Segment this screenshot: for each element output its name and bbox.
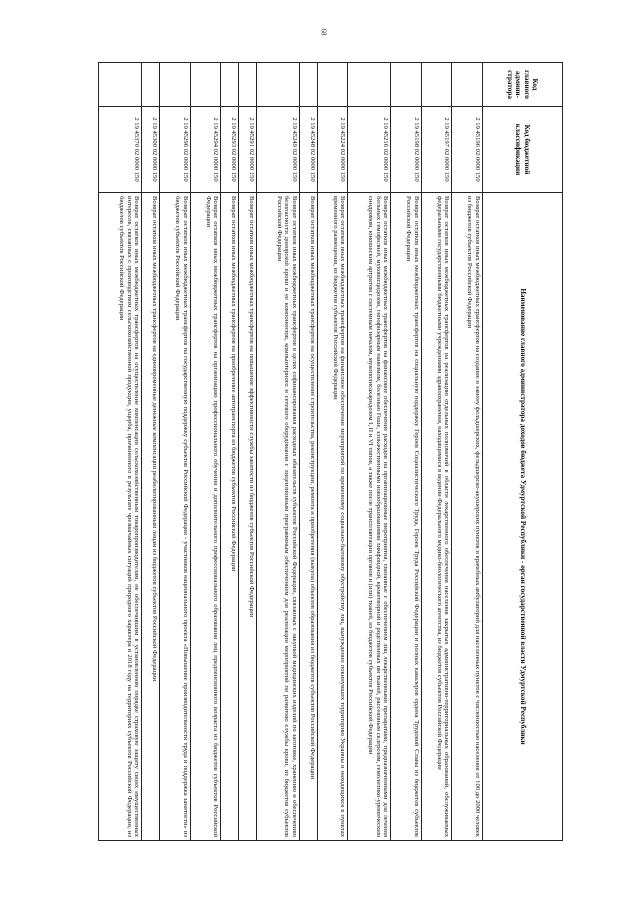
page-number-text: 68 [319, 28, 327, 36]
table-row [452, 63, 483, 841]
description-cell: Возврат остатков иных межбюджетных трансфертов на организацию профессионального обучения и дополнительного профессионального образования лиц предпенсионного возраста из бюджетов субъектов Российской Федерации [190, 193, 221, 841]
table-row [348, 63, 391, 841]
budget-code-cell: 2 19 45296 02 0000 150 [160, 107, 191, 193]
budget-code-cell: 2 19 45196 02 0000 150 [452, 107, 483, 193]
budget-code-cell: 2 19 45293 02 0000 150 [221, 107, 239, 193]
admin-code-cell [238, 63, 256, 107]
admin-code-cell [190, 63, 221, 107]
budget-code-cell: 2 19 45291 02 0000 150 [238, 107, 256, 193]
table-row [421, 63, 452, 841]
table-row [190, 63, 221, 841]
admin-code-cell [317, 63, 348, 107]
description-cell: Возврат остатков иных межбюджетных трансфертов на осуществление строительства, реконструкции, ремонта и приобретения (выкупа) объектов образования из бюджетов субъектов Российской Федерации [299, 193, 317, 841]
description-cell: Возврат остатков иных межбюджетных трансфертов на осуществление компенсации сельскохозяйственным товаропроизводителям, не обеспечившим в установленном порядке страховую защиту своих имущественных интересов, связанных с производством сельскохозяйственной продукции, ущерба, причиненного в результате чрезвычайных ситуаций природного характера в 2018 году на территориях субъектов Российской Федерации, из бюджетов субъектов Российской Федерации [99, 193, 142, 841]
table-row [99, 63, 142, 841]
admin-code-cell [391, 63, 422, 107]
description-cell: Возврат остатков иных межбюджетных трансфертов на финансовое обеспечение расходов на организационные мероприятия, связанные с обеспечением лиц лекарственными препаратами, предназначенными для лечения больных гемофилией, муковисцидозом, гипофизарным нанизмом, болезнью Гоше, злокачественными новообразованиями лимфоидной, кроветворной и родственных им тканей, рассеянным склерозом, гемолитико-уремическим синдромом, юношеским артритом с системным началом, мукополисахаридозом I, II и VI типов, а также после трансплантации органов и (или) тканей, из бюджетов субъектов Российской Федерации [348, 193, 391, 841]
table-row [391, 63, 422, 841]
page-number [318, 28, 328, 36]
description-cell: Возврат остатков иных межбюджетных трансфертов на приобретение автотранспорта из бюджетов субъектов Российской Федерации [221, 193, 239, 841]
admin-code-cell [99, 63, 142, 107]
description-cell: Возврат остатков иных межбюджетных трансфертов на социальную поддержку Героев Социалистического Труда, Героев Труда Российской Федерации и полных кавалеров ордена Трудовой Славы из бюджетов субъектов Российской Федерации [391, 193, 422, 841]
admin-code-cell [160, 63, 191, 107]
table-row [142, 63, 160, 841]
description-cell: Возврат остатков иных межбюджетных трансфертов на финансовое обеспечение мероприятий по временному социально-бытовому обустройству лиц, вынужденно покинувших территорию Украины и находящихся в пунктах временного размещения, из бюджетов субъектов Российской Федерации [317, 193, 348, 841]
revenue-administrators-table [98, 62, 563, 841]
table-row [160, 63, 191, 841]
table-row [317, 63, 348, 841]
budget-code-cell: 2 19 45370 02 0000 150 [99, 107, 142, 193]
budget-code-cell: 2 19 45249 02 0000 150 [256, 107, 299, 193]
admin-code-cell [142, 63, 160, 107]
table-row [299, 63, 317, 841]
header-administrator-name: Наименование главного администратора доходов бюджета Удмуртской Республики - орган государственной власти Удмуртской Республики [483, 193, 563, 841]
budget-code-cell: 2 19 45248 02 0000 150 [299, 107, 317, 193]
budget-code-cell: 2 19 45198 02 0000 150 [391, 107, 422, 193]
budget-code-cell: 2 19 45294 02 0000 150 [190, 107, 221, 193]
description-cell: Возврат остатков иных межбюджетных трансфертов на реализацию отдельных полномочий в области лекарственного обеспечения населения закрытых административно-территориальных образований, обслуживаемых федеральными государственными бюджетными учреждениями здравоохранения, находящимися в ведении Федерального медико-биологического агентства, из бюджетов субъектов Российской Федерации [421, 193, 452, 841]
description-cell: Возврат остатков иных межбюджетных трансфертов в целях софинансирования расходных обязательств субъектов Российской Федерации, связанных с закупкой медицинских изделий по заготовке, хранению и обеспечению безопасности донорской крови и ее компонентов, компьютерного и сетевого оборудования с лицензионным программным обеспечением для реализации мероприятий по развитию службы крови, из бюджетов субъектов Российской Федерации [256, 193, 299, 841]
admin-code-cell [256, 63, 299, 107]
description-cell: Возврат остатков иных межбюджетных трансфертов на государственную поддержку субъектов Российской Федерации - участников национального проекта «Повышение производительности труда и поддержка занятости» из бюджетов субъектов Российской Федерации [160, 193, 191, 841]
header-budget-code: Код бюджетной классификации [483, 107, 563, 193]
table-row [238, 63, 256, 841]
description-cell: Возврат остатков иных межбюджетных трансфертов на создание и замену фельдшерских, фельдшерско-акушерских пунктов и врачебных амбулаторий для населенных пунктов с численностью населения от 100 до 2000 человек из бюджетов субъектов Российской Федерации [452, 193, 483, 841]
admin-code-cell [299, 63, 317, 107]
admin-code-cell [348, 63, 391, 107]
header-admin-code: Код главного админи-стратора [483, 63, 563, 107]
budget-code-cell: 2 19 45224 02 0000 150 [317, 107, 348, 193]
table-row [256, 63, 299, 841]
description-cell: Возврат остатков иных межбюджетных трансфертов на повышение эффективности службы занятости из бюджетов субъектов Российской Федерации [238, 193, 256, 841]
budget-code-cell: 2 19 45216 02 0000 150 [348, 107, 391, 193]
admin-code-cell [221, 63, 239, 107]
admin-code-cell [421, 63, 452, 107]
table-row [221, 63, 239, 841]
admin-code-cell [452, 63, 483, 107]
budget-code-cell: 2 19 45197 02 0000 150 [421, 107, 452, 193]
budget-code-cell: 2 19 45300 02 0000 150 [142, 107, 160, 193]
rotated-table-container [98, 62, 563, 840]
description-cell: Возврат остатков иных межбюджетных трансфертов на единовременные денежные компенсации реабилитированным лицам из бюджетов субъектов Российской Федерации [142, 193, 160, 841]
table-header-row [483, 63, 563, 841]
